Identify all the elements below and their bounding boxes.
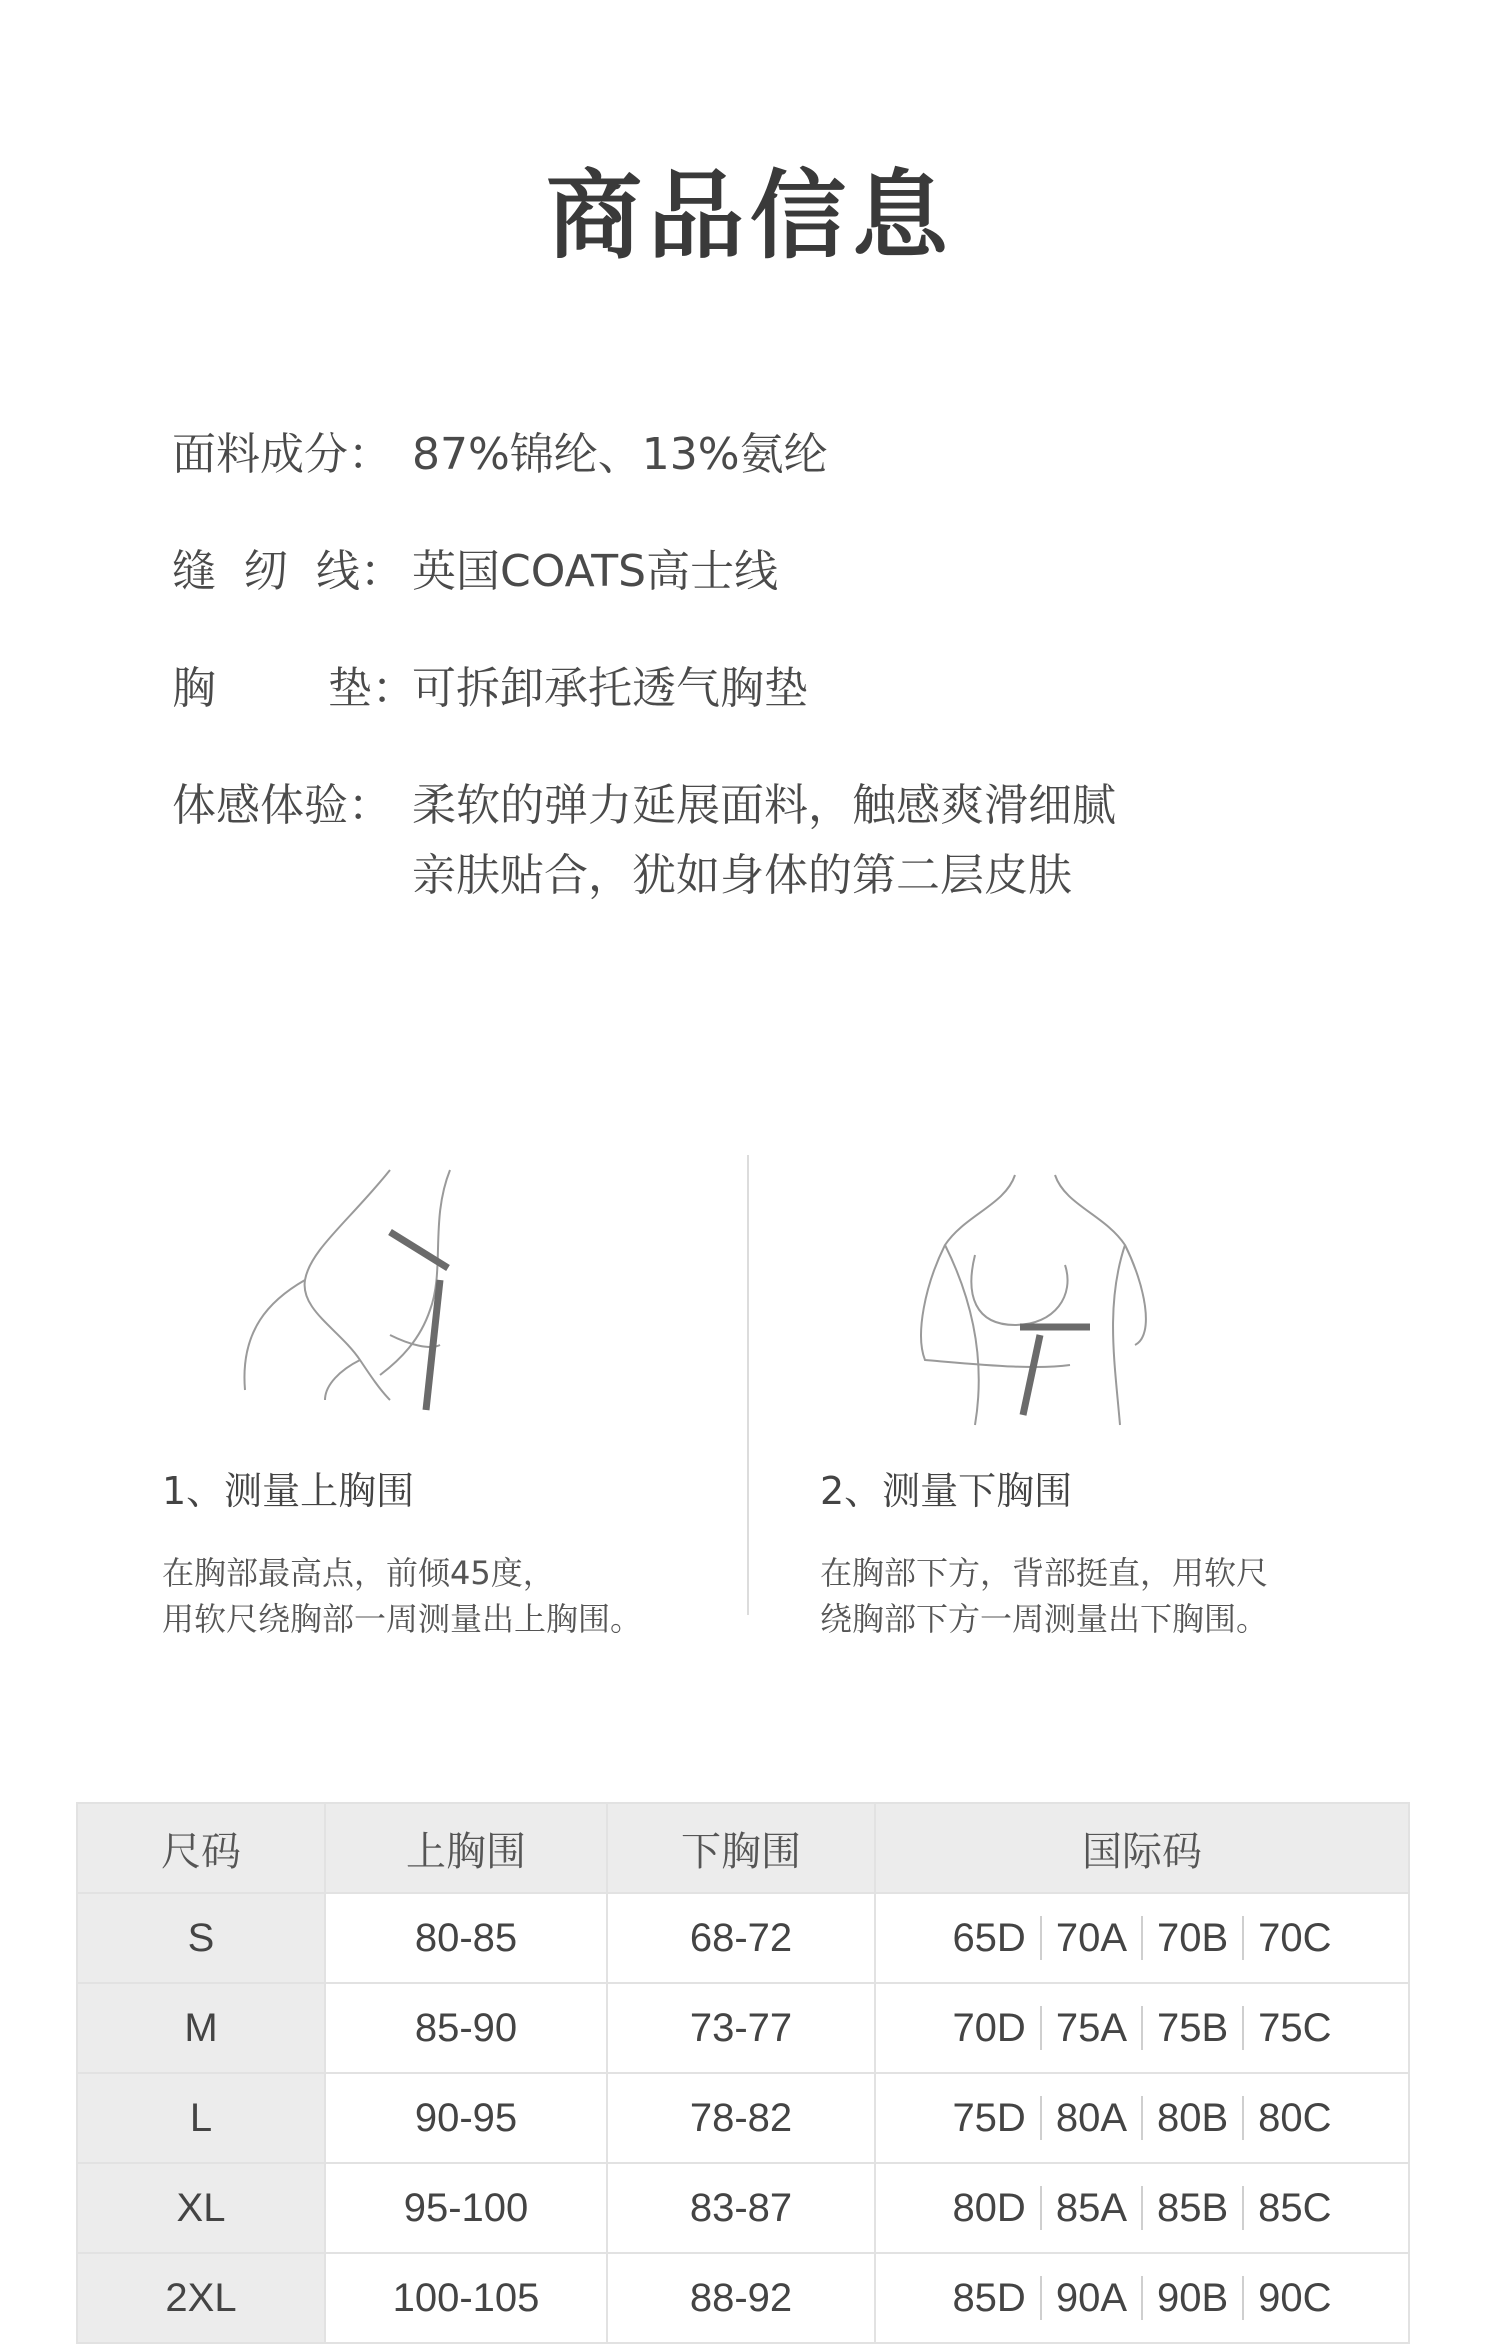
under-bust-cell: 78-82 — [607, 2073, 875, 2163]
column-divider — [747, 1155, 749, 1615]
step-desc-line: 用软尺绕胸部一周测量出上胸围。 — [162, 1600, 643, 1638]
table-row — [77, 1983, 1409, 2073]
intl-size: 70B — [1157, 1915, 1229, 1960]
info-row-pad — [172, 654, 1372, 724]
step-desc-line: 绕胸部下方一周测量出下胸围。 — [820, 1600, 1269, 1638]
intl-size: 70A — [1055, 1915, 1127, 1960]
intl-size-cell — [875, 2163, 1409, 2253]
step-1-title: 1、测量上胸围 — [162, 1469, 415, 1513]
size-cell: XL — [77, 2163, 325, 2253]
intl-size: 75D — [952, 2095, 1026, 2140]
intl-size: 90C — [1258, 2275, 1332, 2320]
size-cell: L — [77, 2073, 325, 2163]
info-value-line: 柔软的弹力延展面料，触感爽滑细腻 — [412, 780, 1116, 831]
info-row-thread — [172, 537, 1372, 607]
column-header-under-bust: 下胸围 — [607, 1803, 875, 1893]
info-value — [412, 420, 1372, 490]
under-bust-cell: 83-87 — [607, 2163, 875, 2253]
intl-size: 80C — [1258, 2095, 1332, 2140]
intl-size: 75C — [1258, 2005, 1332, 2050]
intl-size: 85A — [1055, 2185, 1127, 2230]
info-row-feel — [172, 771, 1372, 911]
table-header-row — [77, 1803, 1409, 1893]
intl-size-cell — [875, 1893, 1409, 1983]
info-value-line: 英国COATS高士线 — [412, 546, 779, 597]
table-row — [77, 2163, 1409, 2253]
info-label: 面料成分： — [172, 429, 392, 480]
info-value — [412, 654, 1372, 724]
upper-bust-cell: 95-100 — [325, 2163, 607, 2253]
upper-bust-cell: 85-90 — [325, 1983, 607, 2073]
info-value-line: 87%锦纶、13%氨纶 — [412, 429, 828, 480]
column-header-intl-size: 国际码 — [875, 1803, 1409, 1893]
intl-size: 85D — [952, 2275, 1026, 2320]
under-bust-cell: 88-92 — [607, 2253, 875, 2343]
page-title: 商品信息 — [546, 160, 954, 272]
upper-bust-illustration — [230, 1160, 490, 1420]
step-1-description — [162, 1550, 642, 1642]
intl-size: 70D — [952, 2005, 1026, 2050]
under-bust-illustration — [905, 1165, 1165, 1430]
intl-size: 75B — [1157, 2005, 1229, 2050]
intl-size: 80B — [1157, 2095, 1229, 2140]
column-header-upper-bust: 上胸围 — [325, 1803, 607, 1893]
intl-size: 85B — [1157, 2185, 1229, 2230]
intl-size: 90A — [1055, 2275, 1127, 2320]
info-value-line: 亲肤贴合，犹如身体的第二层皮肤 — [412, 850, 1072, 901]
step-2-description — [820, 1550, 1268, 1642]
intl-size: 85C — [1258, 2185, 1332, 2230]
intl-size-cell — [875, 2073, 1409, 2163]
upper-bust-cell: 90-95 — [325, 2073, 607, 2163]
size-cell: 2XL — [77, 2253, 325, 2343]
intl-size: 70C — [1258, 1915, 1332, 1960]
size-cell: M — [77, 1983, 325, 2073]
size-table — [76, 1802, 1410, 2344]
under-bust-cell: 73-77 — [607, 1983, 875, 2073]
product-info — [172, 420, 1372, 958]
info-label: 体感体验： — [172, 780, 392, 831]
info-label: 胸 垫： — [172, 663, 416, 714]
upper-bust-cell: 80-85 — [325, 1893, 607, 1983]
info-value — [412, 771, 1372, 911]
intl-size: 90B — [1157, 2275, 1229, 2320]
intl-size: 80D — [952, 2185, 1026, 2230]
info-value — [412, 537, 1372, 607]
table-row — [77, 2073, 1409, 2163]
column-header-size: 尺码 — [77, 1803, 325, 1893]
intl-size-cell — [875, 2253, 1409, 2343]
info-label: 缝 纫 线： — [172, 546, 404, 597]
size-cell: S — [77, 1893, 325, 1983]
intl-size: 65D — [952, 1915, 1026, 1960]
info-row-fabric — [172, 420, 1372, 490]
intl-size: 80A — [1055, 2095, 1127, 2140]
table-row — [77, 1893, 1409, 1983]
upper-bust-cell: 100-105 — [325, 2253, 607, 2343]
intl-size-cell — [875, 1983, 1409, 2073]
under-bust-cell: 68-72 — [607, 1893, 875, 1983]
step-desc-line: 在胸部下方，背部挺直，用软尺 — [820, 1554, 1269, 1592]
info-value-line: 可拆卸承托透气胸垫 — [412, 663, 808, 714]
step-desc-line: 在胸部最高点，前倾45度， — [162, 1554, 555, 1592]
table-row — [77, 2253, 1409, 2343]
intl-size: 75A — [1055, 2005, 1127, 2050]
step-2-title: 2、测量下胸围 — [820, 1469, 1073, 1513]
